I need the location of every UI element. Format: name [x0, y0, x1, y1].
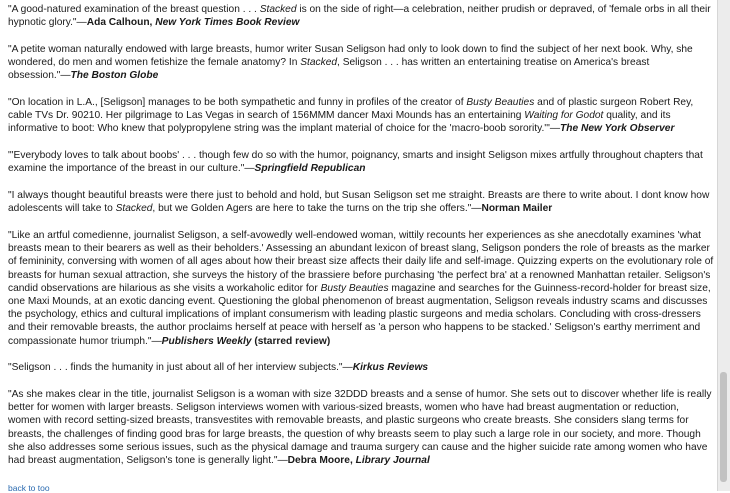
review-source: New York Times Book Review	[155, 17, 300, 29]
review-source: Debra Moore,	[287, 455, 356, 467]
review-boston-globe	[8, 43, 714, 83]
review-text: "Seligson . . . finds the humanity in just about all of her interview subjects."—	[8, 362, 353, 373]
italic-title: Stacked	[259, 4, 297, 15]
italic-title: Waiting for Godot	[524, 110, 604, 122]
review-library-journal	[8, 388, 714, 467]
review-text: "A good-natured examination of the breast question . . .	[8, 4, 260, 15]
review-text: "Like an artful comedienne, journalist Seligson, a self-avowedly well-endowed woman, wittily recounts her experiences as she anecdotally examines 'what breasts mean to their bearers as well as their beholders.' Assessing an abundant lexicon of breast slang, Seligson ponders the role of breasts as the marker of femininity, conversing with women of all ages about how their breast size affects their daily life and self-image. Quizzing experts on the evolutionary role of breasts for human sexual attraction, she surveys the history of the brassiere before purchasing 'the perfect bra' at a renowned Manhattan retailer. Seligson's candid observations are hilarious as she visits a workaholic editor for	[8, 230, 714, 294]
review-ny-observer	[8, 96, 714, 136]
review-text: "I always thought beautiful breasts were there just to behold and hold, but Susan Seligson set me straight. Breasts are there to write about. I dont know how adolescents will take to	[8, 190, 710, 215]
review-source: (starred review)	[251, 335, 331, 347]
review-text: is on the side of right—a celebration, neither prudish or depraved, of 'female orbs in all their hypnotic glory."—	[8, 4, 711, 29]
review-source: Kirkus Reviews	[352, 362, 429, 373]
italic-title: Busty Beauties	[466, 97, 535, 108]
review-calhoun	[8, 3, 714, 29]
review-text: , Seligson . . . has written an entertaining treatise on America's breast obsession."—	[8, 57, 650, 82]
review-kirkus	[8, 361, 714, 374]
review-source: Publishers Weekly	[161, 335, 252, 347]
review-text: "'Everybody loves to talk about boobs' . . . though few do so with the humor, poignancy, smarts and insight Seligson mixes artfully throughout chapters that examine the importance of the breast in our culture."—	[8, 150, 703, 175]
review-source: Library Journal	[355, 455, 430, 467]
italic-title: Stacked	[300, 57, 338, 69]
back-to-top-link[interactable]: back to too	[8, 483, 50, 493]
review-text: "A petite woman naturally endowed with large breasts, humor writer Susan Seligson had only to look down to find the subject of her next book. Why, she wondered, do men and women fetishize the female anatomy? In	[8, 44, 693, 69]
scrollbar-thumb[interactable]	[720, 372, 727, 482]
review-text: magazine and searches for the Guinness-record-holder for breast size, one Maxi Mounds, at an exotic dancing event. Questioning the global phenomenon of breast augmentation, Seligson reveals industry scams and discusses the psychology, ethics and cultural implications of implant consumerism with leading plastic surgeons and media scholars. Concluding with cross-dressers and their removable breasts, the author proclaims herself at peace with herself as 'a person who happens to be stacked.' Seligson's earthy merriment and compassionate humor triumph."—	[8, 282, 711, 347]
review-source: The New York Observer	[560, 123, 675, 135]
italic-title: Stacked	[115, 203, 153, 215]
review-source: Ada Calhoun,	[86, 17, 156, 29]
review-text: "As she makes clear in the title, journalist Seligson is a woman with size 32DDD breasts and a sense of humor. She sets out to discover whether life is really better for women with larger breasts. Seligson interviews women with various-sized breasts, women who have had breast augmentation or reduction, women with record setting-sized breasts, transvestites with removable breasts, and plastic surgeons who create breasts. She considers slang terms for breasts, the challenges of finding good bras for large breasts, the question of why breasts seem to play such a large role in our society, and more. Though she also addresses some serious issues, such as the physical damage and trauma surgery can cause and the higher suicide rate among women who have had breast augmentation, Seligson's tone is generally light."—	[8, 389, 712, 467]
review-text: quality, and its informative to boot: Who knew that polypropylene string was the implant material of choice for the 'macro-boob sorority.'"—	[8, 110, 671, 135]
italic-title: Busty Beauties	[320, 282, 389, 294]
review-source: Springfield Republican	[254, 163, 366, 175]
review-springfield	[8, 149, 714, 175]
review-mailer	[8, 189, 714, 215]
review-publishers-weekly	[8, 229, 714, 348]
review-text: "On location in L.A., [Seligson] manages to be both sympathetic and funny in profiles of the creator of	[8, 97, 467, 108]
review-text: and of plastic surgeon Robert Rey, cable TVs Dr. 90210. Her pilgrimage to Las Vegas in search of 156MMM dancer Maxi Mounds has an entertaining	[8, 97, 694, 122]
review-text: , but we Golden Agers are here to take the turns on the trip she offers."—	[152, 203, 482, 215]
review-source: The Boston Globe	[70, 70, 159, 82]
review-source: Norman Mailer	[481, 203, 553, 215]
vertical-scrollbar[interactable]	[717, 0, 730, 491]
